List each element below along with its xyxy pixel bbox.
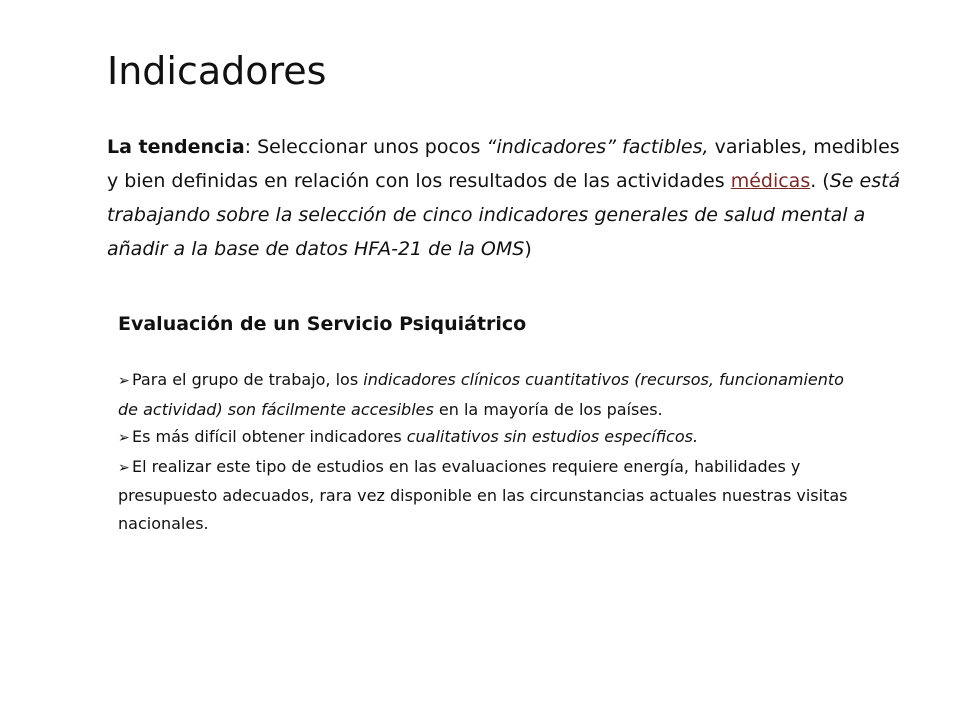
- bullet-list: [118, 366, 858, 537]
- bullet-1-text-2: en la mayoría de los países.: [433, 399, 663, 419]
- bullet-2-text-1: Es más difícil obtener indicadores: [132, 427, 407, 446]
- section-heading: Evaluación de un Servicio Psiquiátrico: [118, 313, 527, 335]
- slide-title: Indicadores: [107, 49, 327, 93]
- arrow-bullet-icon: ➢: [118, 430, 130, 446]
- trend-italic-1: “indicadores” factibles,: [486, 136, 709, 158]
- trend-lead: La tendencia: [107, 136, 245, 158]
- trend-text-1: : Seleccionar unos pocos: [244, 136, 487, 158]
- bullet-item-2: [118, 423, 858, 453]
- bullet-1-text-1: Para el grupo de trabajo, los: [132, 370, 364, 389]
- bullet-item-1: [118, 366, 858, 423]
- trend-text-3: . (: [810, 170, 830, 192]
- trend-italic-2: Se está trabajando sobre la selección de cinco indicadores generales de salud mental a añadir a la base de datos HFA-21 de la OMS: [107, 170, 901, 260]
- trend-text-2: variables, medibles y bien definidas en relación con los resultados de las actividades: [107, 136, 900, 192]
- bullet-item-3: [118, 453, 858, 538]
- bullet-3-text-1: El realizar este tipo de estudios en las evaluaciones requiere energía, habilidades y presupuesto adecuados, rara vez disponible en las circunstancias actuales nuestras visitas nacionales.: [118, 456, 848, 533]
- trend-text-4: ): [524, 238, 532, 260]
- arrow-bullet-icon: ➢: [118, 373, 130, 389]
- medicas-link[interactable]: médicas: [730, 170, 811, 192]
- arrow-bullet-icon: ➢: [118, 459, 130, 476]
- bullet-2-italic: cualitativos sin estudios específicos.: [406, 427, 699, 446]
- bullet-1-italic: indicadores clínicos cuantitativos (recursos, funcionamiento de actividad) son fácilmente accesibles: [118, 370, 844, 419]
- trend-paragraph: [107, 130, 907, 266]
